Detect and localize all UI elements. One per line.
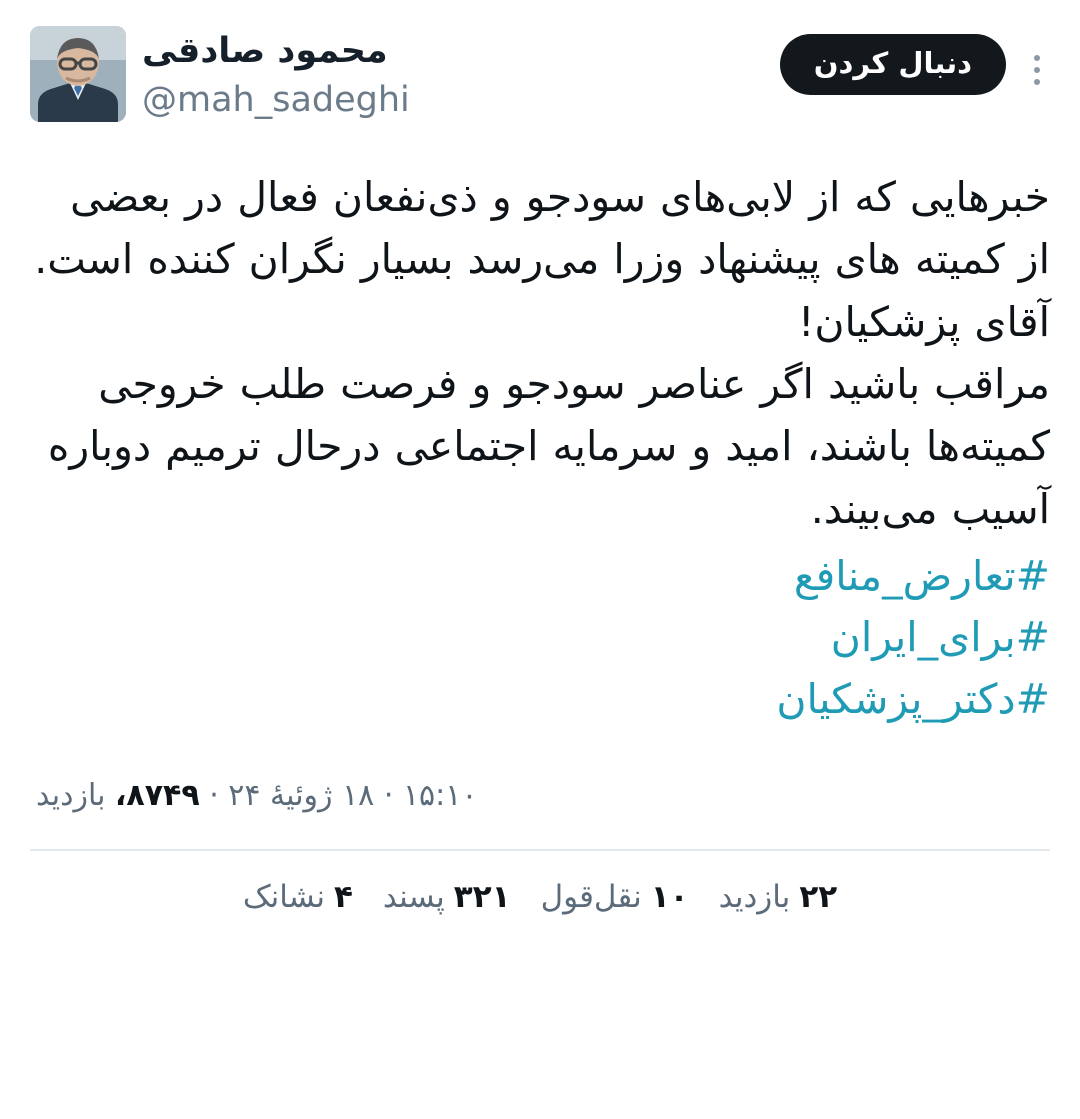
tweet-meta (30, 778, 1050, 813)
meta-separator: · (209, 778, 219, 814)
more-dot (1034, 67, 1040, 73)
stat-label: نشانک (242, 879, 325, 916)
stat-count: ۱۰ (650, 879, 689, 916)
stat-item[interactable] (719, 879, 838, 915)
tweet-header (30, 26, 1050, 136)
stat-item[interactable] (243, 879, 353, 915)
tweet-text (30, 166, 1050, 730)
divider (30, 849, 1050, 851)
stat-label: بازدید (718, 879, 791, 916)
header-actions (780, 26, 1050, 100)
stat-count: ۴ (333, 879, 353, 916)
hashtag-link[interactable]: #تعارض_منافع (793, 551, 1050, 600)
tweet-time: ۱۵:۱۰ (402, 778, 478, 814)
tweet-paragraph: خبرهایی که از لابی‌های سودجو و ذی‌نفعان فعال در بعضی از کمیته های پیشنهاد وزرا می‌رسد بسیار نگران کننده است. (34, 173, 1050, 284)
stat-count: ۳۲۱ (453, 879, 511, 916)
tweet-date: ۱۸ ژوئیهٔ ۲۴ (228, 778, 375, 814)
hashtag-link[interactable]: #دکتر_پزشکیان (776, 674, 1050, 723)
tweet-stats (30, 879, 1050, 915)
stat-item[interactable] (541, 879, 689, 915)
stat-item[interactable] (383, 879, 511, 915)
author-display-name: محمود صادقی (142, 31, 388, 71)
author-names (142, 26, 410, 123)
stat-label: نقل‌قول (540, 879, 642, 916)
stat-count: ۲۲ (799, 879, 838, 916)
author-handle: @mah_sadeghi (142, 79, 410, 120)
hashtag-list (30, 546, 1050, 731)
more-vertical-icon[interactable] (1024, 40, 1050, 100)
tweet-paragraph: مراقب باشید اگر عناصر سودجو و فرصت طلب خروجی کمیته‌ها باشند، امید و سرمایه اجتماعی درحال ترمیم دوباره آسیب می‌بیند. (47, 359, 1050, 533)
author-block[interactable] (30, 26, 410, 123)
views-count: ۸۷۴۹، (114, 778, 200, 814)
more-dot (1034, 55, 1040, 61)
tweet-paragraph: آقای پزشکیان! (797, 297, 1050, 346)
follow-button[interactable]: دنبال کردن (780, 34, 1006, 95)
views-label: بازدید (36, 778, 106, 814)
meta-separator: · (383, 778, 394, 814)
hashtag-link[interactable]: #برای_ایران (830, 613, 1050, 662)
avatar[interactable] (30, 26, 126, 122)
more-dot (1034, 79, 1040, 85)
stat-label: پسند (382, 879, 445, 916)
